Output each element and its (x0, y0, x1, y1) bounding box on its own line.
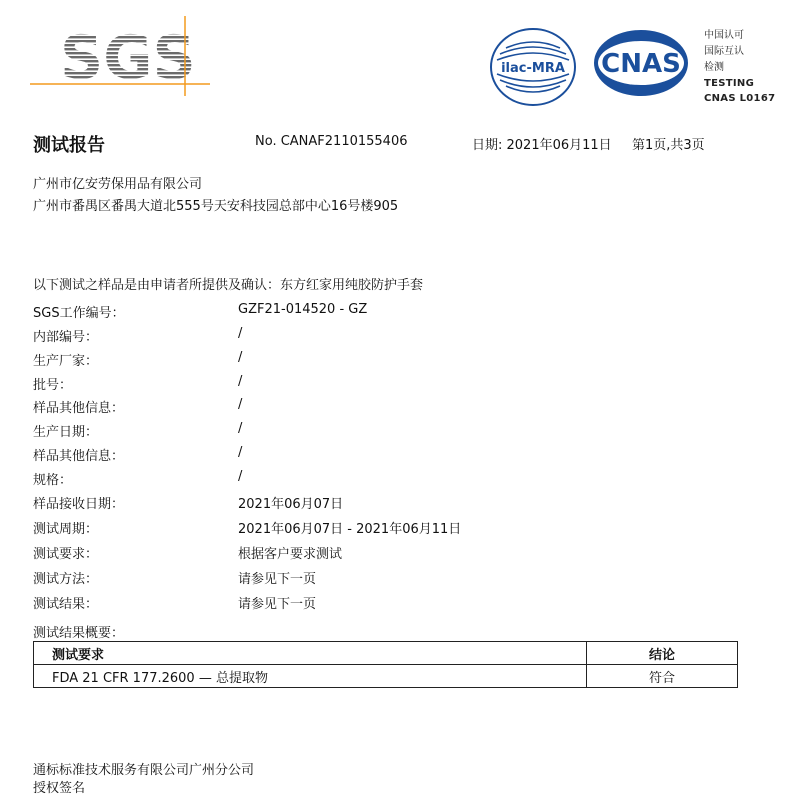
field-value-test-period: 2021年06月07日 - 2021年06月11日 (238, 522, 462, 537)
summary-title: 测试结果概要： (33, 626, 125, 641)
page-indicator: 第1页,共3页 (632, 138, 705, 153)
field-label-spec: 规格： (33, 473, 73, 488)
report-number: No. CANAF2110155406 (255, 134, 408, 149)
summary-header-row (34, 642, 738, 665)
sample-statement: 以下测试之样品是由申请者所提供及确认：东方红家用纯胶防护手套 (33, 278, 424, 293)
field-label-sample-info-2: 样品其他信息： (33, 449, 125, 464)
lab-name: 通标标准技术服务有限公司广州分公司 (33, 763, 255, 778)
field-label-test-period: 测试周期： (33, 522, 99, 537)
field-value-job-no: GZF21-014520 - GZ (238, 302, 368, 317)
field-value-receipt-date: 2021年06月07日 (238, 497, 344, 512)
authorized-signature-label: 授权签名 (33, 781, 86, 796)
sgs-logo (30, 16, 216, 96)
sgs-logo-text: SGS (60, 23, 196, 93)
summary-conclusion-cell: 符合 (587, 665, 738, 688)
field-value-test-requirement: 根据客户要求测试 (238, 547, 343, 562)
field-value-sample-info-2: / (238, 445, 243, 460)
cnas-label-1: 中国认可 (704, 30, 744, 41)
field-value-batch: / (238, 374, 243, 389)
report-date: 日期: 2021年06月11日 (472, 138, 612, 153)
field-label-test-result: 测试结果： (33, 597, 99, 612)
field-label-test-requirement: 测试要求： (33, 547, 99, 562)
field-value-production-date: / (238, 421, 243, 436)
field-value-test-method: 请参见下一页 (238, 572, 317, 587)
field-label-test-method: 测试方法： (33, 572, 99, 587)
field-label-batch: 批号： (33, 378, 73, 393)
table-row (34, 665, 738, 688)
field-value-spec: / (238, 469, 243, 484)
field-value-manufacturer: / (238, 350, 243, 365)
ilac-logo-text: ilac-MRA (501, 61, 565, 76)
cnas-label-5: CNAS L0167 (704, 93, 776, 104)
report-title: 测试报告 (33, 135, 105, 156)
summary-table (33, 641, 738, 688)
field-label-receipt-date: 样品接收日期： (33, 497, 125, 512)
field-label-internal-no: 内部编号： (33, 330, 99, 345)
client-address: 广州市番禺区番禺大道北555号天安科技园总部中心16号楼905 (33, 199, 399, 214)
ilac-mra-logo (488, 26, 578, 108)
cnas-label-3: 检测 (704, 62, 724, 73)
client-name: 广州市亿安劳保用品有限公司 (33, 177, 203, 192)
cnas-label-2: 国际互认 (704, 46, 744, 57)
summary-requirement-cell: FDA 21 CFR 177.2600 — 总提取物 (34, 665, 587, 688)
field-label-manufacturer: 生产厂家： (33, 354, 99, 369)
cnas-label-4: TESTING (704, 78, 755, 89)
field-label-sample-info-1: 样品其他信息： (33, 401, 125, 416)
field-value-sample-info-1: / (238, 397, 243, 412)
cnas-logo-text: CNAS (601, 49, 681, 79)
field-label-production-date: 生产日期： (33, 425, 99, 440)
field-label-job-no: SGS工作编号： (33, 306, 125, 321)
cnas-logo (592, 28, 690, 98)
summary-header-requirement: 测试要求 (34, 642, 587, 665)
field-value-internal-no: / (238, 326, 243, 341)
field-value-test-result: 请参见下一页 (238, 597, 317, 612)
summary-header-conclusion: 结论 (587, 642, 738, 665)
